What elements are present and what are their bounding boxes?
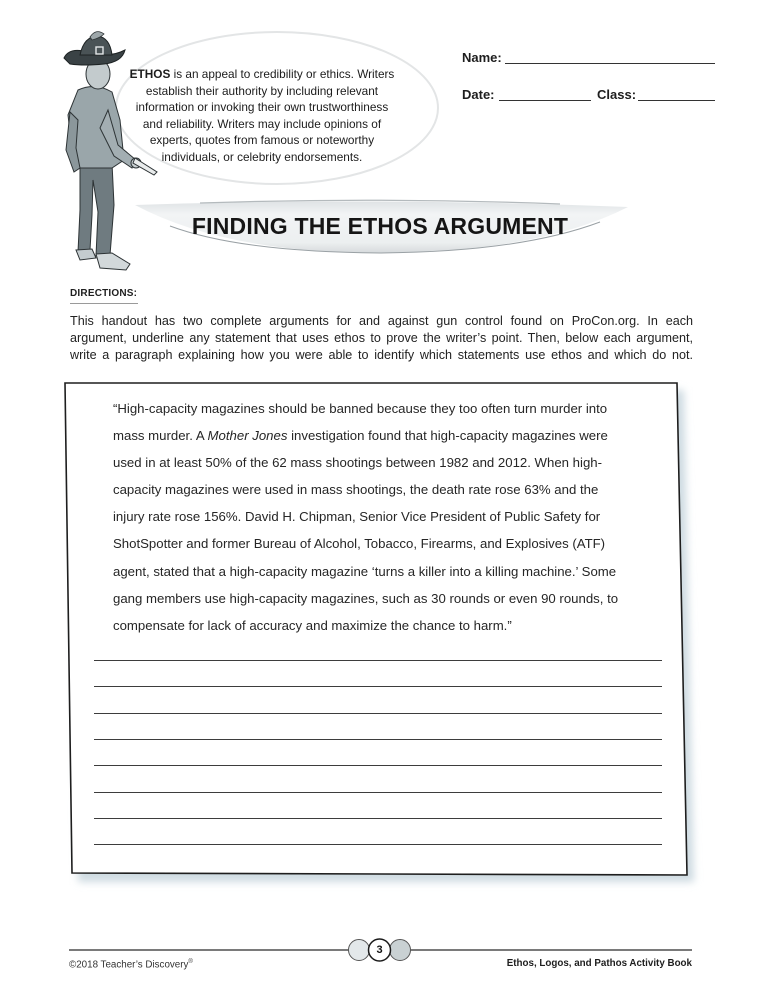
footer-copyright: ©2018 Teacher’s Discovery® — [69, 959, 193, 971]
answer-line[interactable] — [94, 686, 662, 687]
footer-book-title: Ethos, Logos, and Pathos Activity Book — [506, 958, 692, 969]
class-blank[interactable] — [638, 100, 715, 101]
character-shoe-left — [76, 249, 96, 260]
character-legs — [78, 163, 114, 256]
date-label: Date: — [462, 87, 495, 102]
directions-underline — [70, 303, 138, 304]
argument-line: mass murder. A Mother Jones investigation found that high-capacity magazines were — [113, 428, 608, 444]
character-shoe-right — [96, 253, 130, 270]
answer-line[interactable] — [94, 739, 662, 740]
registered-mark: ® — [188, 959, 193, 965]
definition-line: experts, quotes from famous or noteworthy — [149, 133, 375, 147]
name-label: Name: — [462, 50, 502, 65]
answer-line[interactable] — [94, 713, 662, 714]
definition-line: ETHOS is an appeal to credibility or ethics. Writers — [129, 67, 395, 81]
class-label: Class: — [597, 87, 637, 102]
definition-line: and reliability. Writers may include opinions of — [142, 116, 382, 131]
page-number: 3 — [376, 944, 383, 956]
date-blank[interactable] — [499, 100, 591, 101]
argument-line: compensate for lack of accuracy and maximize the chance to harm.” — [113, 617, 512, 633]
argument-line: capacity magazines were used in mass shootings, the death rate rose 63% and the — [113, 482, 599, 498]
answer-line[interactable] — [94, 818, 662, 819]
answer-line[interactable] — [94, 844, 662, 845]
publication-title: Mother Jones — [207, 428, 288, 444]
page-title: FINDING THE ETHOS ARGUMENT — [191, 213, 569, 239]
definition-line: information or invoking their own trustworthiness — [135, 100, 389, 114]
directions-text — [70, 313, 693, 364]
ethos-definition — [112, 66, 412, 165]
answer-line[interactable] — [94, 660, 662, 661]
definition-line: establish their authority by including relevant — [145, 83, 379, 98]
argument-line: agent, stated that a high-capacity magazine ‘turns a killer into a killing machine.’ Some — [113, 563, 617, 579]
answer-line[interactable] — [94, 765, 662, 766]
argument-line: ShotSpotter and former Bureau of Alcohol, Tobacco, Firearms, and Explosives (ATF) — [113, 536, 606, 552]
argument-line: injury rate rose 156%. David H. Chipman, Senior Vice President of Public Safety for — [113, 509, 601, 525]
argument-line: “High-capacity magazines should be banned because they too often turn murder into — [113, 401, 608, 416]
answer-line[interactable] — [94, 792, 662, 793]
argument-quote — [113, 395, 668, 639]
name-blank[interactable] — [505, 63, 715, 64]
argument-line: gang members use high-capacity magazines, such as 30 rounds or even 90 rounds, to — [113, 590, 619, 606]
directions-line: write a paragraph explaining how you were able to identify which statements use ethos and which do not. — [70, 348, 693, 362]
argument-line: used in at least 50% of the 62 mass shootings between 1982 and 2012. When high- — [113, 455, 602, 471]
definition-line: individuals, or celebrity endorsements. — [161, 149, 363, 164]
directions-label: DIRECTIONS: — [70, 288, 138, 299]
directions-line: argument, underline any statement that uses ethos to prove the writer’s point. Then, below each argument, — [70, 331, 693, 345]
ethos-term: ETHOS — [129, 67, 171, 81]
directions-line: This handout has two complete arguments for and against gun control found on ProCon.org. In each — [70, 314, 693, 328]
